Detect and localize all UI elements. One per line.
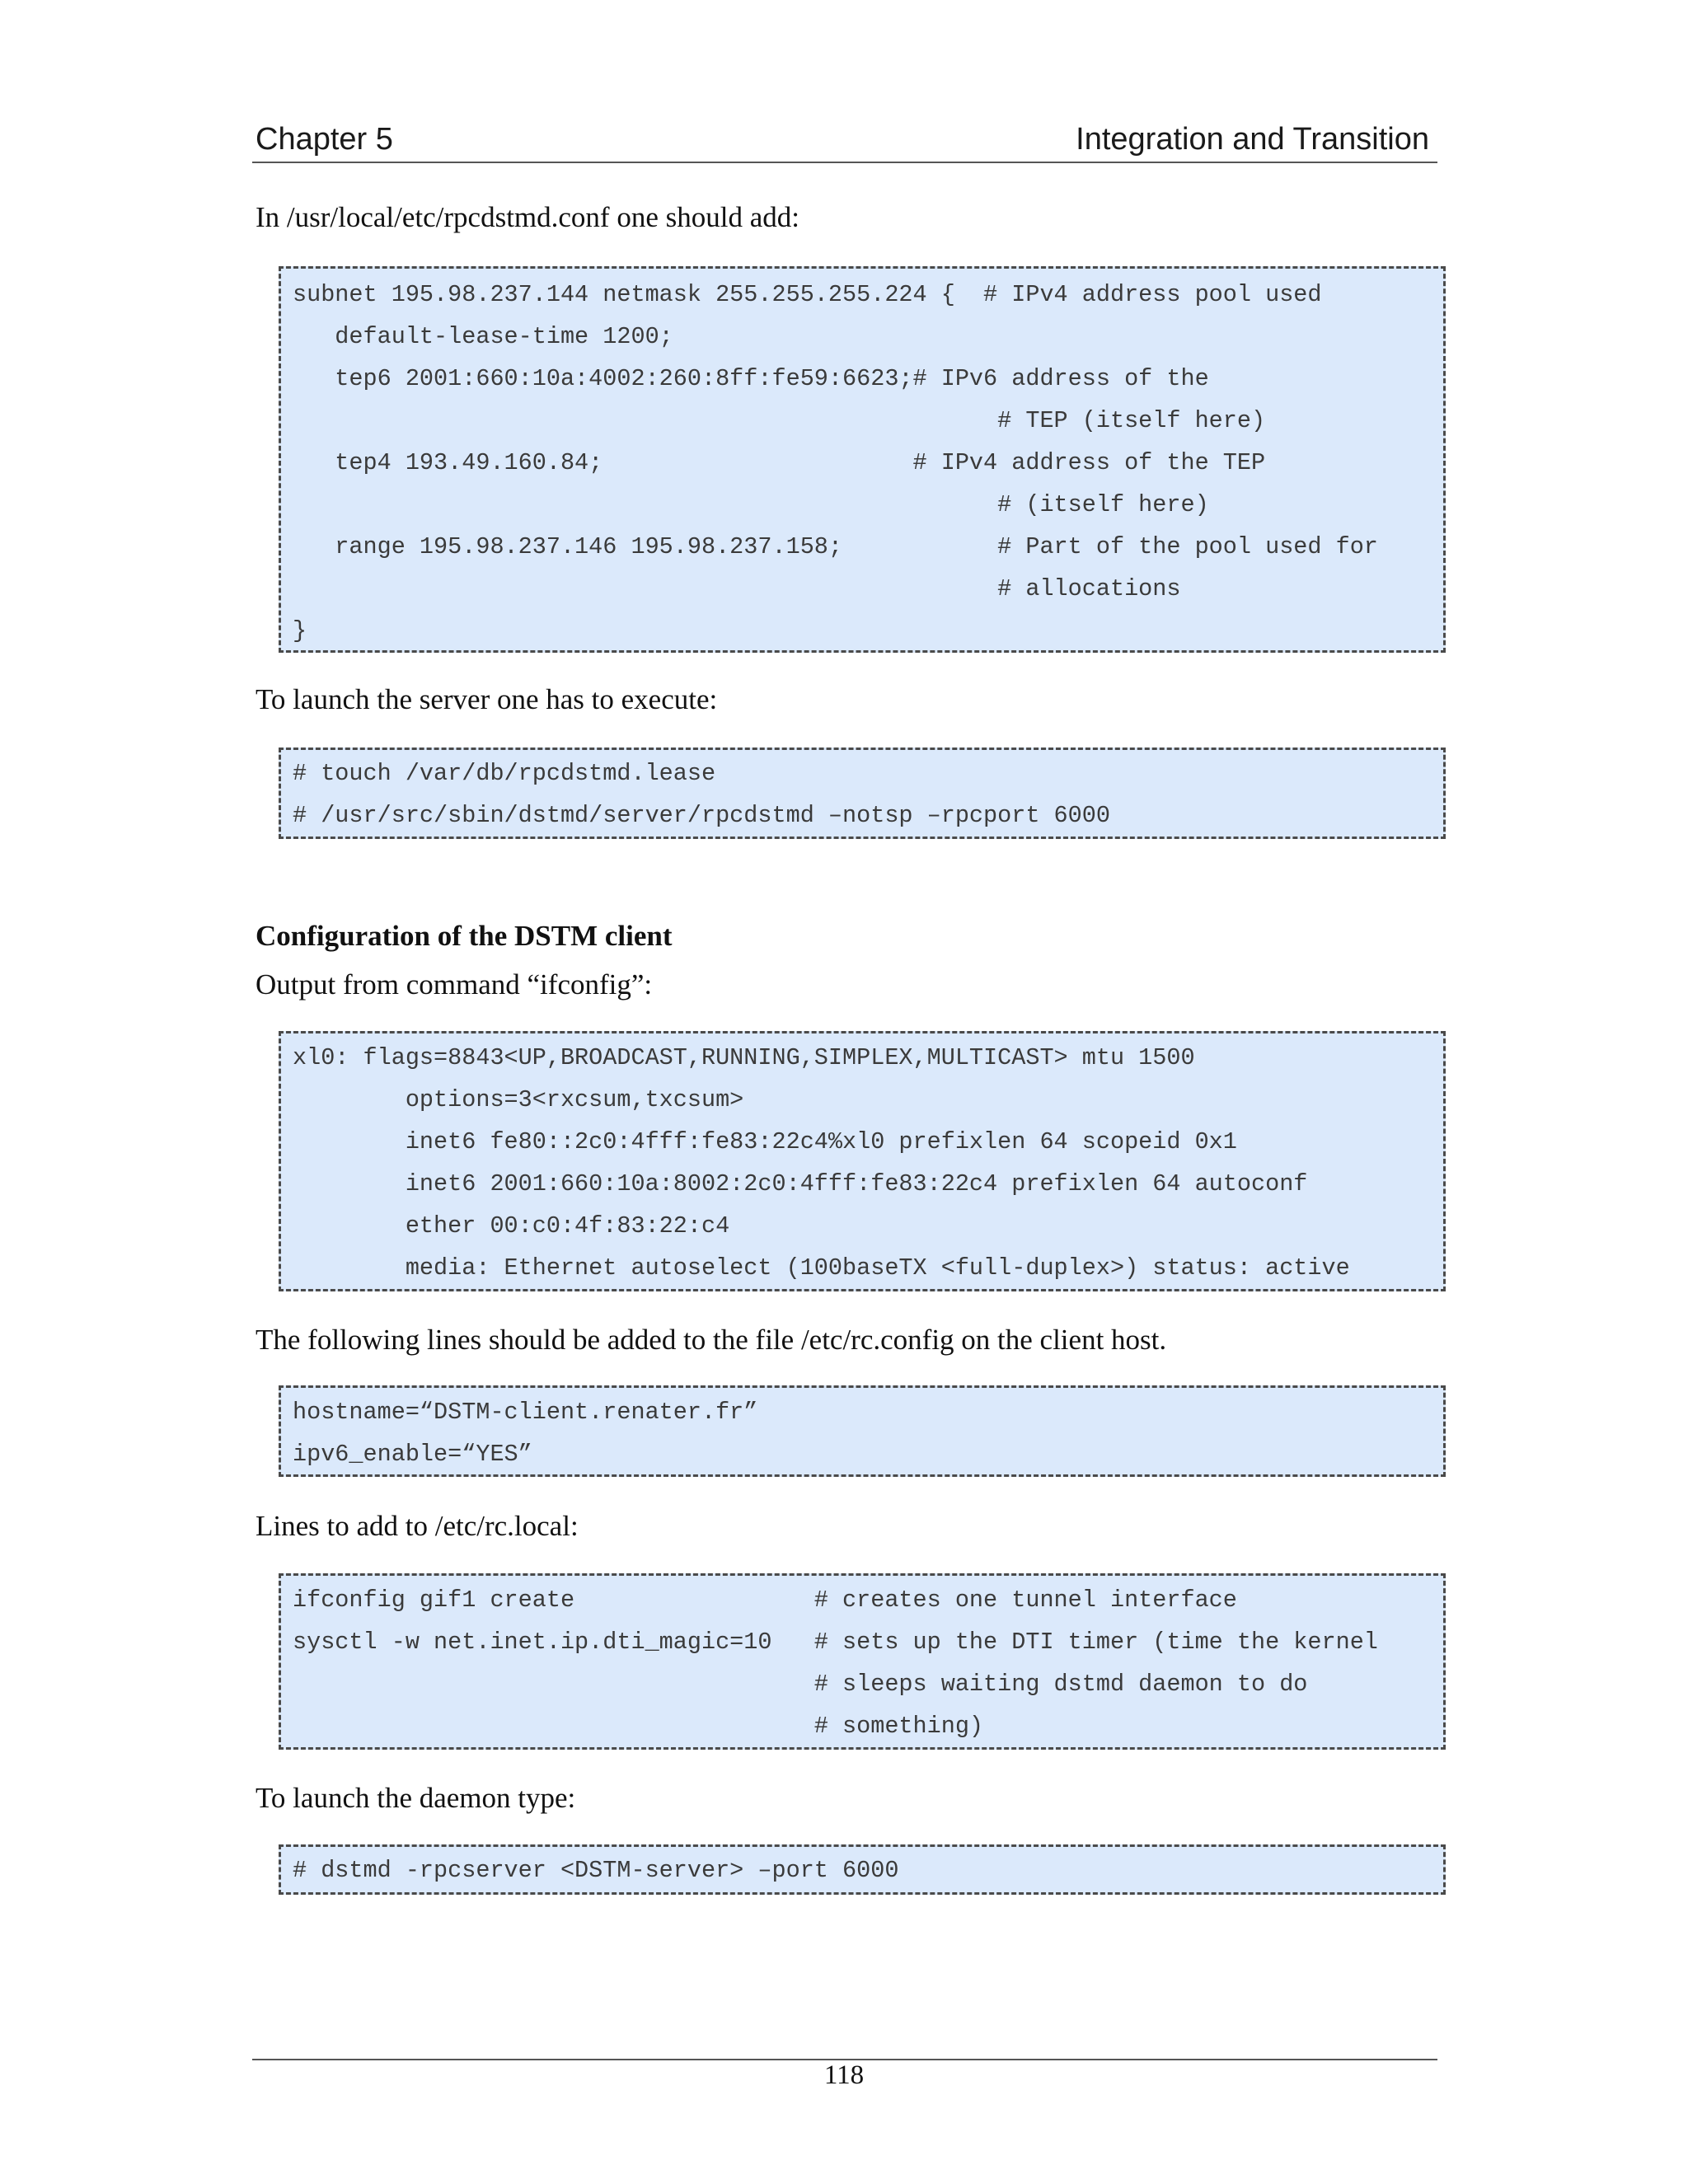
intro-rc-local: Lines to add to /etc/rc.local: bbox=[256, 1510, 579, 1542]
intro-launch-daemon: To launch the daemon type: bbox=[256, 1782, 576, 1814]
code-line: } bbox=[293, 617, 307, 644]
code-line: # allocations bbox=[293, 575, 1181, 602]
intro-ifconfig: Output from command “ifconfig”: bbox=[256, 968, 653, 1001]
code-block-rpcdstmd-conf bbox=[279, 266, 1446, 653]
code-block-launch-server bbox=[279, 748, 1446, 839]
intro-rpcdstmd-conf: In /usr/local/etc/rpcdstmd.conf one should add: bbox=[256, 201, 799, 233]
code-line: ifconfig gif1 create # creates one tunnel interface bbox=[293, 1586, 1237, 1614]
code-line: # sleeps waiting dstmd daemon to do bbox=[293, 1671, 1308, 1698]
code-line: inet6 2001:660:10a:8002:2c0:4fff:fe83:22c4 prefixlen 64 autoconf bbox=[293, 1170, 1308, 1197]
code-block-launch-daemon bbox=[279, 1844, 1446, 1895]
code-line: # TEP (itself here) bbox=[293, 407, 1266, 434]
code-line: media: Ethernet autoselect (100baseTX <full-duplex>) status: active bbox=[293, 1254, 1350, 1282]
chapter-title: Integration and Transition bbox=[1076, 122, 1429, 157]
code-block-ifconfig-output bbox=[279, 1031, 1446, 1291]
code-line: options=3<rxcsum,txcsum> bbox=[293, 1086, 744, 1113]
intro-launch-server: To launch the server one has to execute: bbox=[256, 683, 718, 715]
code-block-rc-config bbox=[279, 1385, 1446, 1477]
chapter-label: Chapter 5 bbox=[256, 122, 393, 157]
code-line: # /usr/src/sbin/dstmd/server/rpcdstmd –notsp –rpcport 6000 bbox=[293, 802, 1110, 829]
header-rule bbox=[252, 162, 1437, 163]
code-line: subnet 195.98.237.144 netmask 255.255.255.224 { # IPv4 address pool used bbox=[293, 281, 1322, 308]
code-line: ether 00:c0:4f:83:22:c4 bbox=[293, 1212, 730, 1240]
code-block-rc-local bbox=[279, 1573, 1446, 1750]
code-line: sysctl -w net.inet.ip.dti_magic=10 # sets up the DTI timer (time the kernel bbox=[293, 1629, 1378, 1656]
code-line: range 195.98.237.146 195.98.237.158; # Part of the pool used for bbox=[293, 533, 1378, 560]
code-line: default-lease-time 1200; bbox=[293, 323, 673, 350]
code-line: xl0: flags=8843<UP,BROADCAST,RUNNING,SIMPLEX,MULTICAST> mtu 1500 bbox=[293, 1044, 1195, 1071]
code-line: # dstmd -rpcserver <DSTM-server> –port 6000 bbox=[293, 1857, 899, 1884]
code-line: tep6 2001:660:10a:4002:260:8ff:fe59:6623;# IPv6 address of the bbox=[293, 365, 1209, 392]
code-line: # touch /var/db/rpcdstmd.lease bbox=[293, 760, 716, 787]
section-heading-dstm-client: Configuration of the DSTM client bbox=[256, 920, 673, 952]
code-line: inet6 fe80::2c0:4fff:fe83:22c4%xl0 prefixlen 64 scopeid 0x1 bbox=[293, 1128, 1237, 1155]
code-line: ipv6_enable=“YES” bbox=[293, 1441, 532, 1468]
code-line: hostname=“DSTM-client.renater.fr” bbox=[293, 1399, 758, 1426]
intro-rc-config: The following lines should be added to the file /etc/rc.config on the client host. bbox=[256, 1324, 1167, 1356]
code-line: # (itself here) bbox=[293, 491, 1209, 518]
page-number: 118 bbox=[823, 2060, 865, 2090]
code-line: # something) bbox=[293, 1713, 984, 1740]
code-line: tep4 193.49.160.84; # IPv4 address of the TEP bbox=[293, 449, 1266, 476]
